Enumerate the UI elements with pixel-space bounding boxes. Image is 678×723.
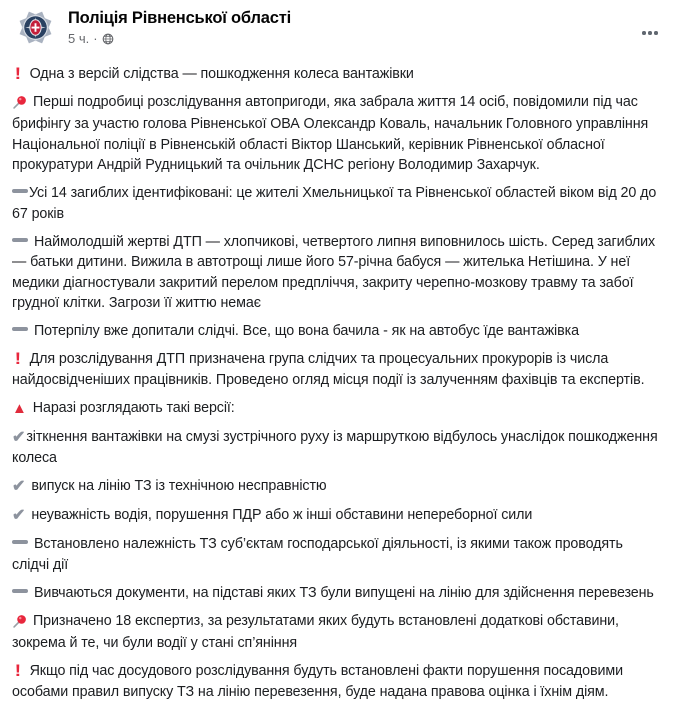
post-paragraph [12, 64, 658, 85]
post-text [0, 50, 678, 716]
paragraph-text: неуважність водія, порушення ПДР або ж інші обставини непереборної сили [31, 507, 533, 523]
post-header [0, 0, 678, 50]
post-paragraph [12, 611, 658, 654]
pushpin-icon [12, 92, 27, 115]
exclamation-icon: ! [14, 349, 21, 368]
paragraph-text: Встановлено належність ТЗ суб’єктам господарської діяльності, із якими також проводять слідчі дії [12, 536, 623, 573]
paragraph-text: випуск на лінію ТЗ із технічною несправністю [31, 478, 327, 494]
post-paragraph [12, 583, 658, 604]
post-paragraph [12, 427, 658, 469]
exclamation-icon: ! [14, 661, 21, 680]
check-icon: ✔ [12, 428, 26, 446]
post-options-icon[interactable] [634, 19, 662, 43]
paragraph-text: Наразі розглядають такі версії: [32, 399, 235, 416]
minus-icon [12, 232, 28, 253]
paragraph-text: Одна з версій слідства — пошкодження колеса вантажівки [29, 65, 414, 82]
post-paragraph [12, 505, 658, 527]
paragraph-text: Усі 14 загиблих ідентифіковані: це жителі Хмельницької та Рівненської областей віком від 20 до 67 років [12, 185, 657, 222]
post-paragraph [12, 183, 658, 224]
timestamp-link[interactable]: 5 ч. [68, 31, 90, 46]
post-paragraph [12, 661, 658, 702]
minus-icon [12, 534, 28, 555]
check-icon: ✔ [12, 478, 26, 495]
pushpin-icon [12, 611, 27, 634]
paragraph-text: Перші подробиці розслідування автопригоди, яка забрала життя 14 осіб, повідомили під час брифінгу за участю голова Рівненської ОВА Олександр Коваль, начальник Головного управління Національної поліції в Рівненській області Віктор Шанський, керівник Рівненської обласної прокуратури Андрій Рудницький та очільник ДСНС регіону Володимир Захарчук. [12, 93, 649, 173]
triangle-icon: ▲ [12, 399, 27, 417]
post-paragraph [12, 476, 658, 498]
paragraph-text: Наймолодшій жертві ДТП — хлопчикові, четвертого липня виповнилось шість. Серед загиблих — батьки дитини. Вижила в автотрощі лише його 57-річна бабуся — жителька Нетішина. У неї медики діагностували закритий перелом предпліччя, закриту черепно-мозкову травму та забої грудної клітки. Загрози її життю немає [12, 233, 656, 311]
globe-icon [102, 33, 114, 45]
paragraph-text: зіткнення вантажівки на смузі зустрічного руху із маршруткою відбулось унаслідок пошкодження колеса [12, 428, 658, 466]
avatar[interactable] [13, 5, 58, 50]
post-paragraph [12, 321, 658, 342]
paragraph-text: Призначено 18 експертиз, за результатами яких будуть встановлені додаткові обставини, зокрема й те, чи були водії у стані сп’яніння [12, 612, 619, 651]
minus-icon [12, 321, 28, 342]
page-name-link[interactable]: Поліція Рівненської області [68, 9, 291, 27]
paragraph-text: Якщо під час досудового розслідування будуть встановлені факти порушення посадовими особами правил випуску ТЗ на лінію перевезення, буде надана правова оцінка і їхнім діям. [12, 663, 623, 700]
paragraph-text: Потерпілу вже допитали слідчі. Все, що вона бачила - як на автобус їде вантажівка [34, 323, 579, 339]
police-badge-icon [13, 37, 58, 54]
post-meta-line [68, 31, 634, 47]
post-paragraph [12, 232, 658, 314]
post-paragraph [12, 92, 658, 176]
header-meta [68, 5, 634, 47]
paragraph-text: Для розслідування ДТП призначена група слідчих та процесуальних прокурорів із числа найдосвідченіших працівників. Проведено огляд місця події із залученням фахівців та експертів. [12, 351, 645, 388]
exclamation-icon: ! [14, 63, 21, 83]
post-paragraph [12, 349, 658, 390]
minus-icon [12, 583, 28, 604]
post-paragraph [12, 398, 658, 420]
check-icon: ✔ [12, 507, 26, 524]
minus-icon [12, 183, 28, 204]
post-paragraph [12, 534, 658, 575]
paragraph-text: Вивчаються документи, на підставі яких ТЗ були випущені на лінію для здійснення перевезень [34, 584, 654, 601]
meta-dot: · [93, 31, 98, 46]
